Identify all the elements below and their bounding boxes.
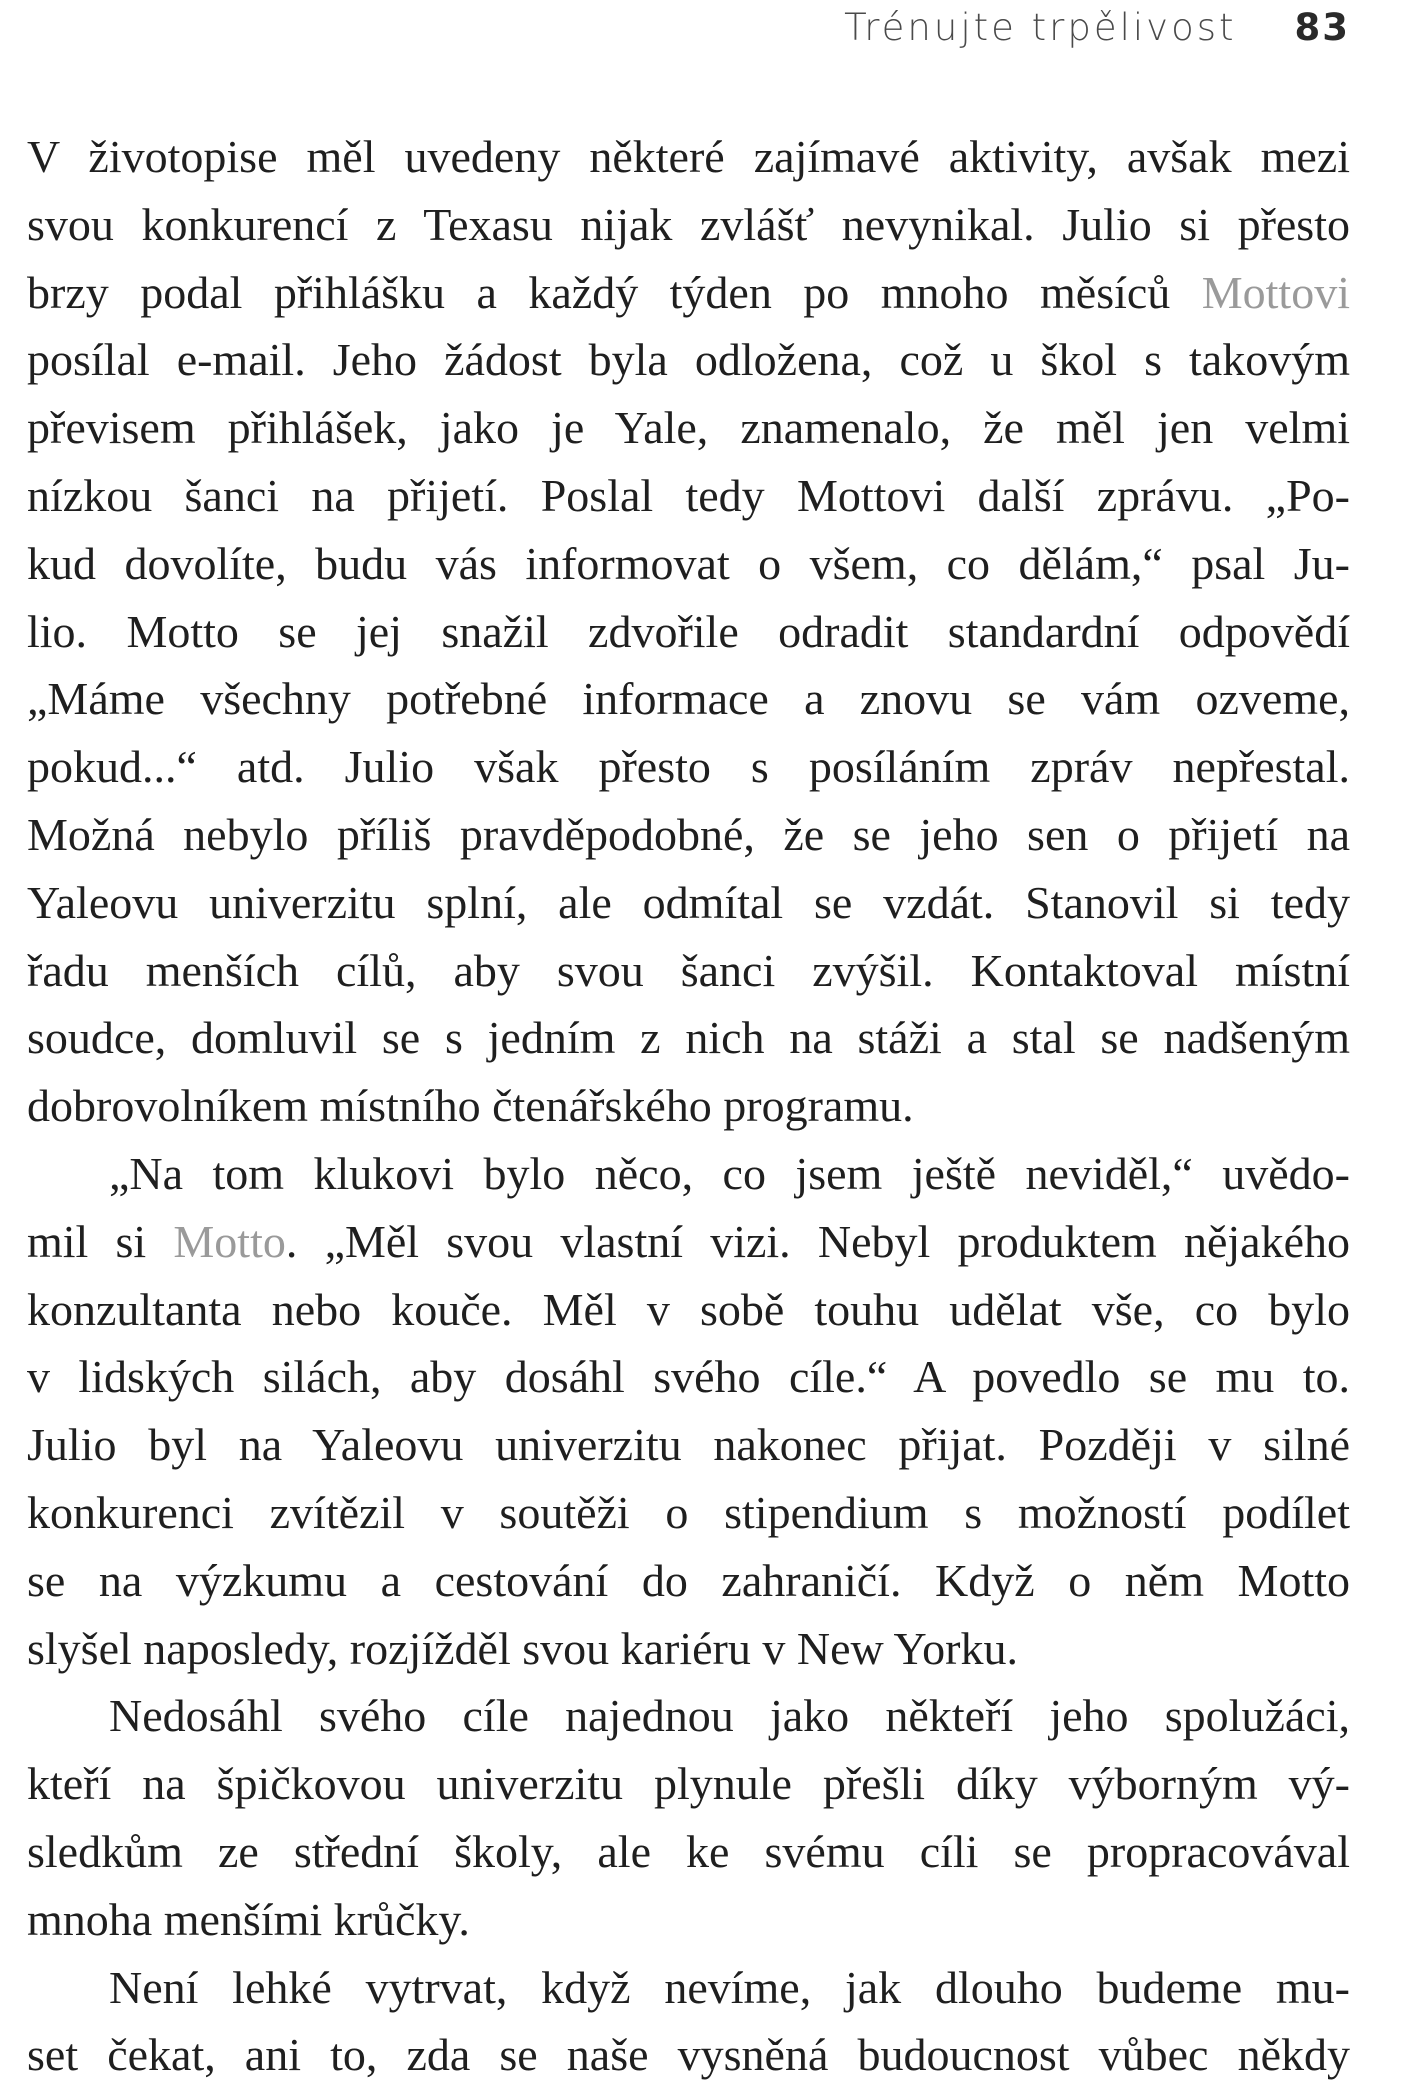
text-run: Možná nebylo příliš pravděpodobné, že se jeho sen o přijetí na (27, 808, 1350, 860)
page-number: 83 (1294, 6, 1350, 49)
text-run: nízkou šanci na přijetí. Poslal tedy Mottovi další zprávu. „Po- (27, 469, 1350, 521)
text-run: se na výzkumu a cestování do zahraničí. Když o něm Motto (27, 1554, 1350, 1606)
paragraph (27, 1682, 1350, 1953)
text-line (27, 259, 1350, 327)
paragraph (27, 123, 1350, 1140)
text-line (27, 1954, 1350, 2022)
text-line (27, 1343, 1350, 1411)
text-line (27, 598, 1350, 666)
text-run: dobrovolníkem místního čtenářského programu. (27, 1080, 914, 1132)
text-run: „Máme všechny potřebné informace a znovu se vám ozveme, (27, 673, 1350, 725)
text-run: konkurenci zvítězil v soutěži o stipendium s možností podílet (27, 1486, 1350, 1538)
text-run: „Na tom klukovi bylo něco, co jsem ještě neviděl,“ uvědo- (109, 1147, 1350, 1199)
text-run: brzy podal přihlášku a každý týden po mnoho měsíců (27, 266, 1202, 318)
text-line (27, 1818, 1350, 1886)
text-run: svou konkurencí z Texasu nijak zvlášť nevynikal. Julio si přesto (27, 198, 1350, 250)
text-line (27, 530, 1350, 598)
text-run: konzultanta nebo kouče. Měl v sobě touhu udělat vše, co bylo (27, 1283, 1350, 1335)
text-line (27, 937, 1350, 1005)
text-line (27, 1547, 1350, 1615)
text-run: posílal e-mail. Jeho žádost byla odložena, což u škol s takovým (27, 334, 1350, 386)
text-line (27, 2021, 1350, 2089)
text-line (27, 869, 1350, 937)
text-run: slyšel naposledy, rozjížděl svou kariéru v New Yorku. (27, 1622, 1018, 1674)
text-run: řadu menších cílů, aby svou šanci zvýšil. Kontaktoval místní (27, 944, 1350, 996)
text-line (27, 1615, 1350, 1683)
text-line (27, 1411, 1350, 1479)
text-line (27, 1072, 1350, 1140)
text-run: v lidských silách, aby dosáhl svého cíle.“ A povedlo se mu to. (27, 1351, 1350, 1403)
paragraph (27, 1954, 1350, 2090)
text-run: mil si (27, 1215, 174, 1267)
text-line (27, 801, 1350, 869)
paragraph (27, 1140, 1350, 1682)
text-run: Julio byl na Yaleovu univerzitu nakonec přijat. Později v silné (27, 1419, 1350, 1471)
body-text (27, 123, 1350, 2089)
text-line (27, 1276, 1350, 1344)
text-run: . „Měl svou vlastní vizi. Nebyl produktem nějakého (285, 1215, 1350, 1267)
text-run: převisem přihlášek, jako je Yale, znamenalo, že měl jen velmi (27, 402, 1350, 454)
text-run: pokud...“ atd. Julio však přesto s posíláním zpráv nepřestal. (27, 741, 1350, 793)
text-run: lio. Motto se jej snažil zdvořile odradit standardní odpovědí (27, 605, 1350, 657)
text-line (27, 1682, 1350, 1750)
text-line (27, 191, 1350, 259)
highlighted-name: Mottovi (1201, 266, 1350, 318)
text-run: V životopise měl uvedeny některé zajímavé aktivity, avšak mezi (27, 131, 1350, 182)
text-run: soudce, domluvil se s jedním z nich na stáži a stal se nadšeným (27, 1012, 1350, 1064)
text-run: mnoha menšími krůčky. (27, 1893, 470, 1945)
text-run: set čekat, ani to, zda se naše vysněná budoucnost vůbec někdy (27, 2029, 1350, 2081)
text-line (27, 394, 1350, 462)
highlighted-name: Motto (173, 1215, 286, 1267)
text-line (27, 462, 1350, 530)
text-line (27, 1479, 1350, 1547)
text-run: sledkům ze střední školy, ale ke svému cíli se propracovával (27, 1825, 1350, 1877)
text-line (27, 326, 1350, 394)
text-line (27, 123, 1350, 191)
text-line (27, 1140, 1350, 1208)
text-line (27, 1208, 1350, 1276)
chapter-title: Trénujte trpělivost (844, 6, 1237, 49)
text-run: Není lehké vytrvat, když nevíme, jak dlouho budeme mu- (109, 1961, 1350, 2013)
running-head (844, 6, 1350, 49)
text-line (27, 1750, 1350, 1818)
text-line (27, 733, 1350, 801)
text-line (27, 1886, 1350, 1954)
text-run: kteří na špičkovou univerzitu plynule přešli díky výborným vý- (27, 1758, 1350, 1810)
text-run: Yaleovu univerzitu splní, ale odmítal se vzdát. Stanovil si tedy (27, 876, 1350, 928)
text-run: kud dovolíte, budu vás informovat o všem, co dělám,“ psal Ju- (27, 537, 1350, 589)
text-run: Nedosáhl svého cíle najednou jako někteří jeho spolužáci, (109, 1690, 1350, 1742)
text-line (27, 665, 1350, 733)
text-line (27, 1004, 1350, 1072)
